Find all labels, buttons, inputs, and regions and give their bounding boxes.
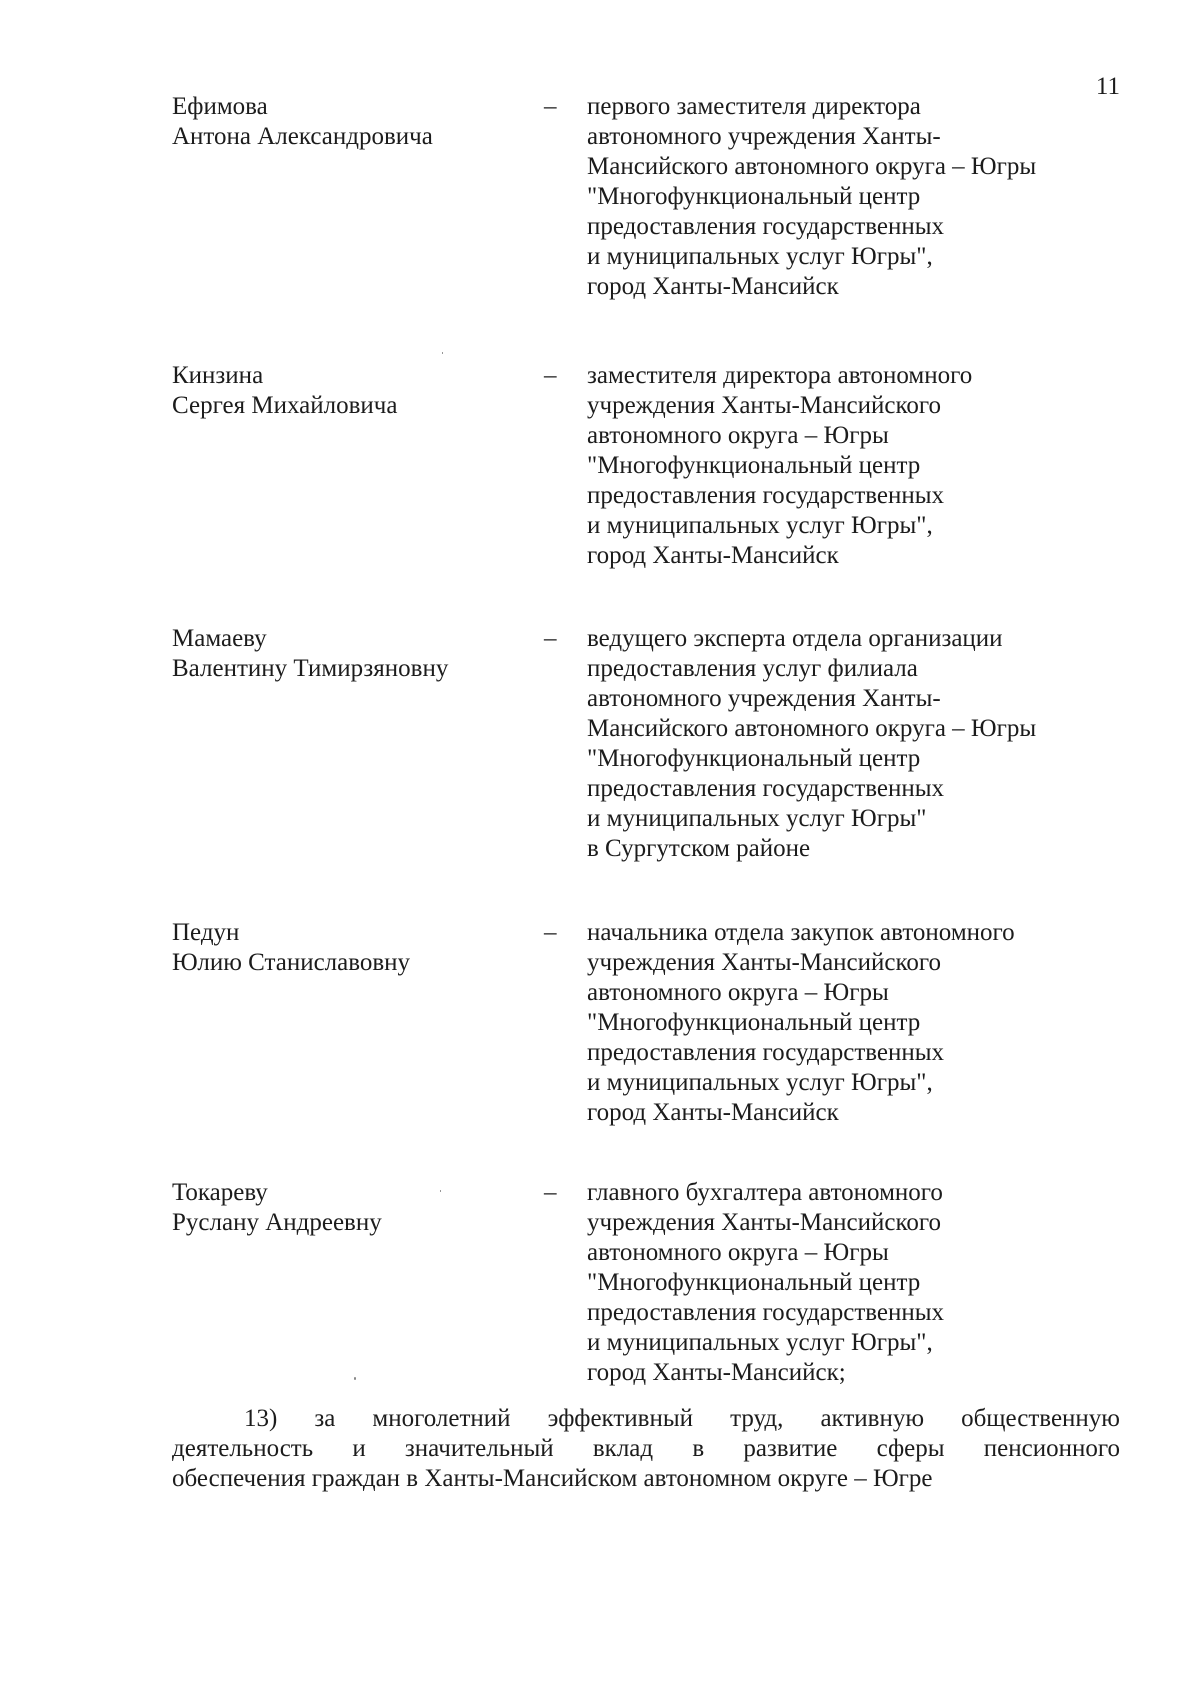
position-line: город Ханты-Мансийск [587,273,839,300]
position-line: первого заместителя директора [587,93,921,120]
position-line: учреждения Ханты-Мансийского [587,392,942,419]
person-given-names: Антона Александровича [172,123,433,150]
person-given-names: Валентину Тимирзяновну [172,655,449,682]
person-surname: Педун [172,919,240,946]
paragraph-line: деятельность и значительный вклад в развитие сферы пенсионного [172,1435,1120,1462]
position-line: "Многофункциональный центр [587,745,921,772]
person-surname: Мамаеву [172,625,267,652]
position-line: предоставления государственных [587,213,945,240]
person-position [587,624,1127,864]
position-line: ведущего эксперта отдела организации [587,625,1003,652]
person-surname: Кинзина [172,362,264,389]
position-line: предоставления услуг филиала [587,655,918,682]
position-line: предоставления государственных [587,1299,945,1326]
scan-speck [442,352,443,354]
scan-speck [354,1377,356,1380]
position-line: и муниципальных услуг Югры", [587,1329,933,1356]
position-line: и муниципальных услуг Югры", [587,512,933,539]
position-line: "Многофункциональный центр [587,1269,921,1296]
person-position [587,918,1127,1128]
person-name [172,918,532,978]
position-line: автономного округа – Югры [587,1239,889,1266]
person-name [172,624,532,684]
position-line: "Многофункциональный центр [587,183,921,210]
person-name [172,1178,532,1238]
position-line: заместителя директора автономного [587,362,973,389]
scan-speck [440,1190,441,1192]
position-line: город Ханты-Мансийск [587,542,839,569]
separator-dash: – [544,1179,557,1206]
position-line: главного бухгалтера автономного [587,1179,943,1206]
paragraph-line: обеспечения граждан в Ханты-Мансийском автономном округе – Югре [172,1465,933,1492]
position-line: и муниципальных услуг Югры", [587,1069,933,1096]
page-number: 11 [1095,73,1120,100]
separator-dash: – [544,362,557,389]
person-position [587,361,1127,571]
position-line: и муниципальных услуг Югры", [587,243,933,270]
position-line: "Многофункциональный центр [587,1009,921,1036]
position-line: автономного округа – Югры [587,422,889,449]
separator-dash: – [544,919,557,946]
person-surname: Ефимова [172,93,268,120]
position-line: "Многофункциональный центр [587,452,921,479]
position-line: Мансийского автономного округа – Югры [587,715,1037,742]
position-line: автономного округа – Югры [587,979,889,1006]
person-position [587,1178,1127,1388]
paragraph-line: 13) за многолетний эффективный труд, активную общественную [244,1405,1120,1432]
person-name [172,92,532,152]
position-line: город Ханты-Мансийск [587,1099,839,1126]
position-line: учреждения Ханты-Мансийского [587,1209,942,1236]
person-given-names: Юлию Станиславовну [172,949,411,976]
position-line: в Сургутском районе [587,835,811,862]
position-line: начальника отдела закупок автономного [587,919,1015,946]
award-category-paragraph [172,1404,1120,1494]
position-line: предоставления государственных [587,1039,945,1066]
person-surname: Токареву [172,1179,268,1206]
person-given-names: Руслану Андреевну [172,1209,382,1236]
position-line: автономного учреждения Ханты- [587,123,941,150]
position-line: Мансийского автономного округа – Югры [587,153,1037,180]
person-given-names: Сергея Михайловича [172,392,398,419]
person-position [587,92,1127,302]
position-line: предоставления государственных [587,775,945,802]
position-line: предоставления государственных [587,482,945,509]
separator-dash: – [544,93,557,120]
person-name [172,361,532,421]
position-line: учреждения Ханты-Мансийского [587,949,942,976]
position-line: автономного учреждения Ханты- [587,685,941,712]
position-line: и муниципальных услуг Югры" [587,805,927,832]
separator-dash: – [544,625,557,652]
position-line: город Ханты-Мансийск; [587,1359,846,1386]
